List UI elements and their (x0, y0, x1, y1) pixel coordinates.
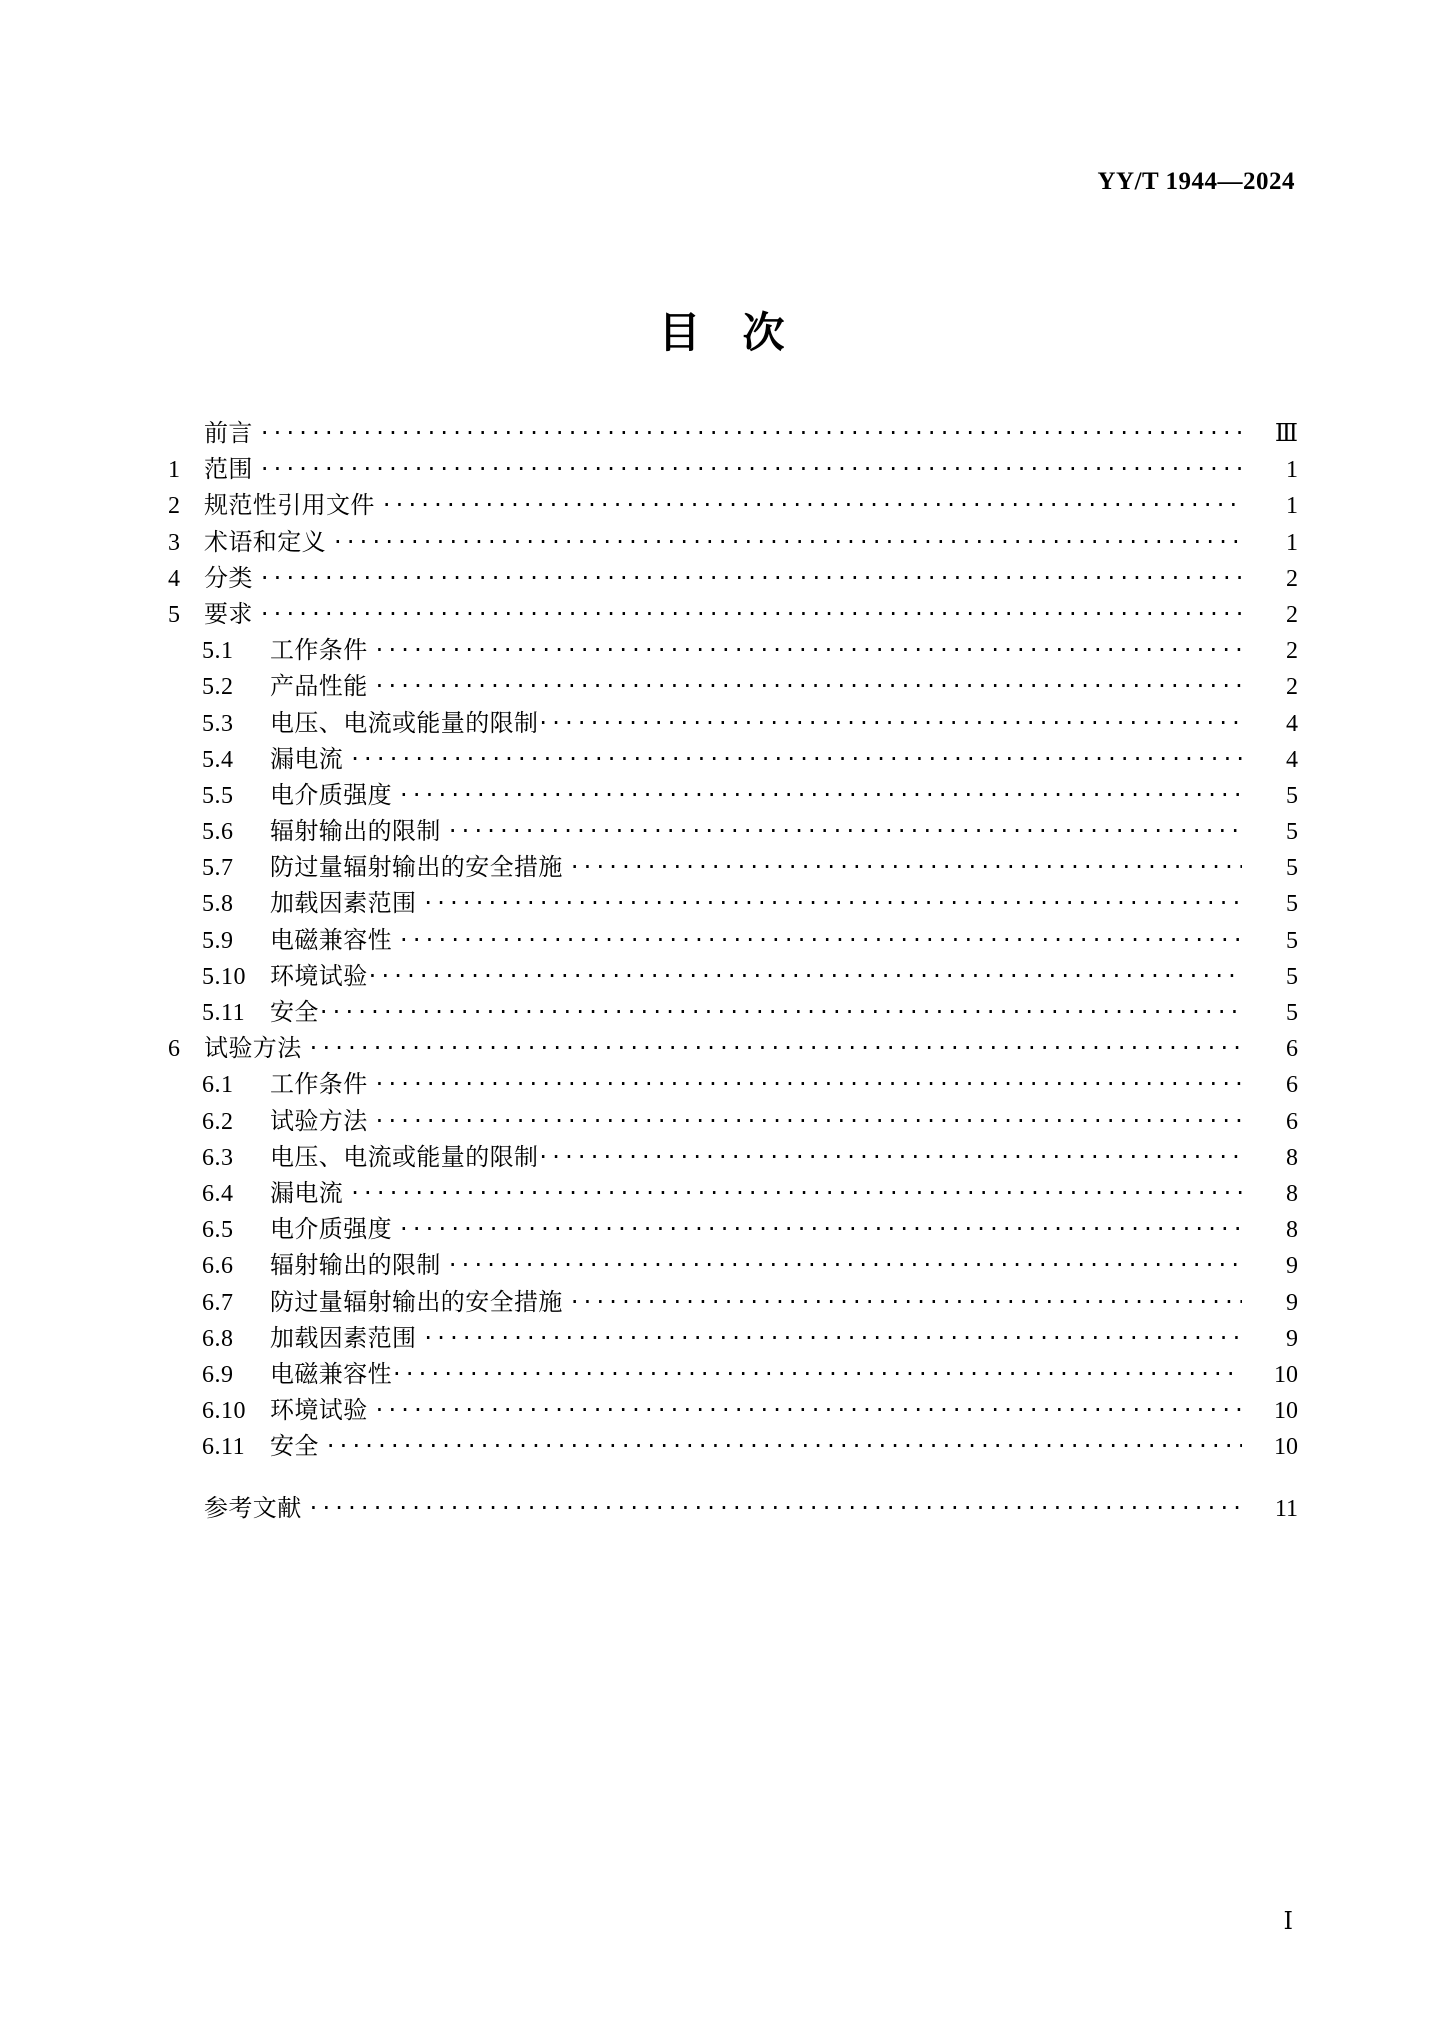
toc-leader-dots (400, 777, 1242, 813)
toc-leader-dots (383, 487, 1242, 523)
toc-entry-label: 加载因素范围 (270, 1323, 417, 1352)
toc-entry-label: 电介质强度 (270, 780, 392, 809)
toc-entry[interactable] (168, 777, 1298, 813)
toc-entry-label: 漏电流 (270, 1178, 344, 1207)
toc-entry-label: 辐射输出的限制 (270, 1251, 441, 1280)
toc-entry-page-number: 1 (1286, 457, 1298, 484)
toc-entry-label: 电压、电流或能量的限制 (270, 708, 539, 737)
toc-entry-number: 2 (168, 493, 181, 520)
toc-entry[interactable] (168, 1428, 1298, 1464)
document-standard-code: YY/T 1944—2024 (1097, 168, 1295, 195)
toc-entry-label: 辐射输出的限制 (270, 817, 441, 846)
toc-entry-label: 环境试验 (270, 1396, 368, 1425)
toc-entry[interactable] (168, 632, 1298, 668)
toc-entry-page-number: 6 (1286, 1072, 1298, 1099)
toc-entry[interactable] (168, 1356, 1298, 1392)
toc-entry-number: 6.11 (202, 1434, 246, 1461)
toc-leader-dots (393, 1356, 1242, 1392)
page-title-char-2: 次 (742, 308, 787, 357)
toc-entry-number: 5.5 (202, 782, 234, 809)
toc-leader-dots (449, 1247, 1242, 1283)
toc-entry-number: 6.1 (202, 1072, 234, 1099)
toc-leader-dots (376, 632, 1242, 668)
toc-leader-dots (261, 596, 1242, 632)
toc-entry-label: 试验方法 (270, 1106, 368, 1135)
toc-entry-label: 环境试验 (270, 961, 368, 990)
toc-entry[interactable] (168, 451, 1298, 487)
toc-entry-page-number: 5 (1286, 819, 1298, 846)
toc-leader-dots (310, 1490, 1242, 1526)
toc-entry-number: 3 (168, 529, 181, 556)
toc-leader-dots (351, 741, 1242, 777)
toc-entry-label: 术语和定义 (204, 527, 326, 556)
toc-entry-number: 5.11 (202, 1000, 246, 1026)
toc-entry-number: 1 (168, 457, 181, 484)
toc-entry-page-number: 5 (1286, 1000, 1298, 1026)
toc-entry-page-number: 8 (1286, 1217, 1298, 1244)
toc-entry-number: 6.2 (202, 1108, 234, 1135)
toc-entry-page-number: 5 (1286, 891, 1298, 918)
toc-entry-page-number: 5 (1286, 855, 1298, 882)
toc-entry[interactable] (168, 1490, 1298, 1526)
toc-leader-dots (320, 994, 1242, 1030)
toc-entry-page-number: Ⅲ (1274, 421, 1298, 447)
toc-entry-number: 6.5 (202, 1217, 234, 1244)
toc-leader-dots (261, 451, 1242, 487)
toc-leader-dots (334, 524, 1242, 560)
toc-entry-number: 5.3 (202, 710, 234, 737)
toc-entry[interactable] (168, 958, 1298, 994)
toc-entry[interactable] (168, 1320, 1298, 1356)
toc-entry[interactable] (168, 1247, 1298, 1283)
toc-entry[interactable] (168, 1392, 1298, 1428)
toc-entry[interactable] (168, 668, 1298, 704)
toc-entry[interactable] (168, 415, 1298, 451)
toc-entry-number: 5.8 (202, 891, 234, 918)
toc-leader-dots (400, 1211, 1242, 1247)
toc-entry[interactable] (168, 885, 1298, 921)
toc-leader-dots (424, 1320, 1242, 1356)
toc-entry-number: 5.7 (202, 855, 234, 882)
toc-leader-dots (449, 813, 1242, 849)
toc-entry-page-number: 8 (1286, 1180, 1298, 1207)
toc-entry[interactable] (168, 1030, 1298, 1066)
toc-leader-dots (376, 1066, 1242, 1102)
toc-entry-page-number: 5 (1286, 782, 1298, 809)
toc-entry-label: 电磁兼容性 (270, 1359, 392, 1388)
toc-entry-page-number: 10 (1274, 1361, 1298, 1388)
toc-entry-label: 分类 (204, 563, 253, 592)
toc-entry-page-number: 2 (1286, 674, 1298, 701)
toc-entry-number: 5.10 (202, 963, 246, 990)
toc-entry-page-number: 4 (1286, 746, 1298, 773)
toc-entry-number: 6.6 (202, 1253, 234, 1280)
toc-entry-label: 漏电流 (270, 744, 344, 773)
toc-leader-dots (424, 885, 1242, 921)
toc-entry[interactable] (168, 813, 1298, 849)
page-title (0, 300, 1445, 360)
toc-leader-dots (369, 958, 1242, 994)
toc-leader-dots (571, 849, 1242, 885)
toc-entry-number: 5.4 (202, 746, 234, 773)
toc-leader-dots (351, 1175, 1242, 1211)
toc-entry-page-number: 5 (1286, 963, 1298, 990)
toc-entry-page-number: 10 (1274, 1434, 1298, 1461)
toc-entry-label: 电磁兼容性 (270, 925, 392, 954)
toc-leader-dots (261, 415, 1242, 451)
toc-entry-label: 电压、电流或能量的限制 (270, 1142, 539, 1171)
toc-entry-label: 安全 (270, 998, 319, 1026)
toc-entry[interactable] (168, 1103, 1298, 1139)
table-of-contents (168, 415, 1298, 1527)
toc-leader-dots (261, 560, 1242, 596)
toc-entry-label: 安全 (270, 1432, 319, 1461)
toc-entry-number: 5.2 (202, 674, 234, 701)
toc-entry[interactable] (168, 922, 1298, 958)
toc-leader-dots (327, 1428, 1242, 1464)
toc-entry-page-number: 2 (1286, 638, 1298, 665)
toc-leader-dots (539, 705, 1242, 741)
toc-entry[interactable] (168, 994, 1298, 1030)
toc-entry[interactable] (168, 1284, 1298, 1320)
toc-entry[interactable] (168, 1066, 1298, 1102)
toc-entry-label: 范围 (204, 455, 253, 484)
toc-entry-page-number: 9 (1286, 1289, 1298, 1316)
toc-entry-label: 产品性能 (270, 672, 368, 701)
toc-entry-number: 6.10 (202, 1398, 246, 1425)
toc-entry[interactable] (168, 849, 1298, 885)
page-title-char-1: 目 (658, 308, 703, 357)
toc-entry-label: 试验方法 (204, 1034, 302, 1063)
toc-leader-dots (571, 1284, 1242, 1320)
toc-entry[interactable] (168, 1211, 1298, 1247)
toc-entry-label: 防过量辐射输出的安全措施 (270, 853, 563, 882)
toc-entry-number: 5 (168, 601, 181, 628)
toc-entry-label: 工作条件 (270, 1070, 368, 1099)
toc-entry-page-number: 8 (1286, 1144, 1298, 1171)
toc-leader-dots (376, 668, 1242, 704)
toc-entry-number: 4 (168, 565, 181, 592)
toc-entry-number: 6.3 (202, 1144, 234, 1171)
toc-entry[interactable] (168, 487, 1298, 523)
toc-entry-page-number: 6 (1286, 1036, 1298, 1063)
toc-entry-number: 5.6 (202, 819, 234, 846)
toc-entry-page-number: 10 (1274, 1398, 1298, 1425)
toc-entry-number: 5.9 (202, 927, 234, 954)
toc-leader-dots (310, 1030, 1242, 1066)
toc-leader-dots (539, 1139, 1242, 1175)
toc-entry-page-number: 6 (1286, 1108, 1298, 1135)
toc-entry[interactable] (168, 1139, 1298, 1175)
toc-entry[interactable] (168, 524, 1298, 560)
toc-entry-label: 加载因素范围 (270, 889, 417, 918)
toc-entry-number: 5.1 (202, 638, 234, 665)
toc-entry-label: 要求 (204, 599, 253, 628)
toc-entry[interactable] (168, 560, 1298, 596)
toc-entry-label: 防过量辐射输出的安全措施 (270, 1287, 563, 1316)
toc-leader-dots (376, 1392, 1242, 1428)
toc-entry-label: 电介质强度 (270, 1215, 392, 1244)
toc-entry-label: 前言 (204, 419, 253, 447)
toc-entry-page-number: 1 (1286, 529, 1298, 556)
toc-leader-dots (400, 922, 1242, 958)
toc-entry-number: 6.7 (202, 1289, 234, 1316)
toc-entry-number: 6.8 (202, 1325, 234, 1352)
page-folio: Ⅰ (1283, 1909, 1293, 1935)
toc-entry-number: 6.4 (202, 1180, 234, 1207)
toc-entry-label: 规范性引用文件 (204, 491, 375, 520)
toc-entry[interactable] (168, 596, 1298, 632)
toc-entry-number: 6 (168, 1036, 181, 1063)
toc-leader-dots (376, 1103, 1242, 1139)
toc-entry-page-number: 1 (1286, 493, 1298, 520)
toc-entry-number: 6.9 (202, 1361, 234, 1388)
toc-entry-label: 参考文献 (204, 1494, 302, 1523)
toc-entry[interactable] (168, 741, 1298, 777)
toc-entry-page-number: 9 (1286, 1325, 1298, 1352)
toc-entry-page-number: 2 (1286, 601, 1298, 628)
toc-entry[interactable] (168, 705, 1298, 741)
toc-entry-page-number: 2 (1286, 565, 1298, 592)
toc-entry[interactable] (168, 1175, 1298, 1211)
toc-entry-page-number: 5 (1286, 927, 1298, 954)
toc-entry-page-number: 9 (1286, 1253, 1298, 1280)
toc-entry-page-number: 4 (1286, 710, 1298, 737)
toc-entry-label: 工作条件 (270, 636, 368, 665)
toc-entry-page-number: 11 (1274, 1496, 1298, 1523)
